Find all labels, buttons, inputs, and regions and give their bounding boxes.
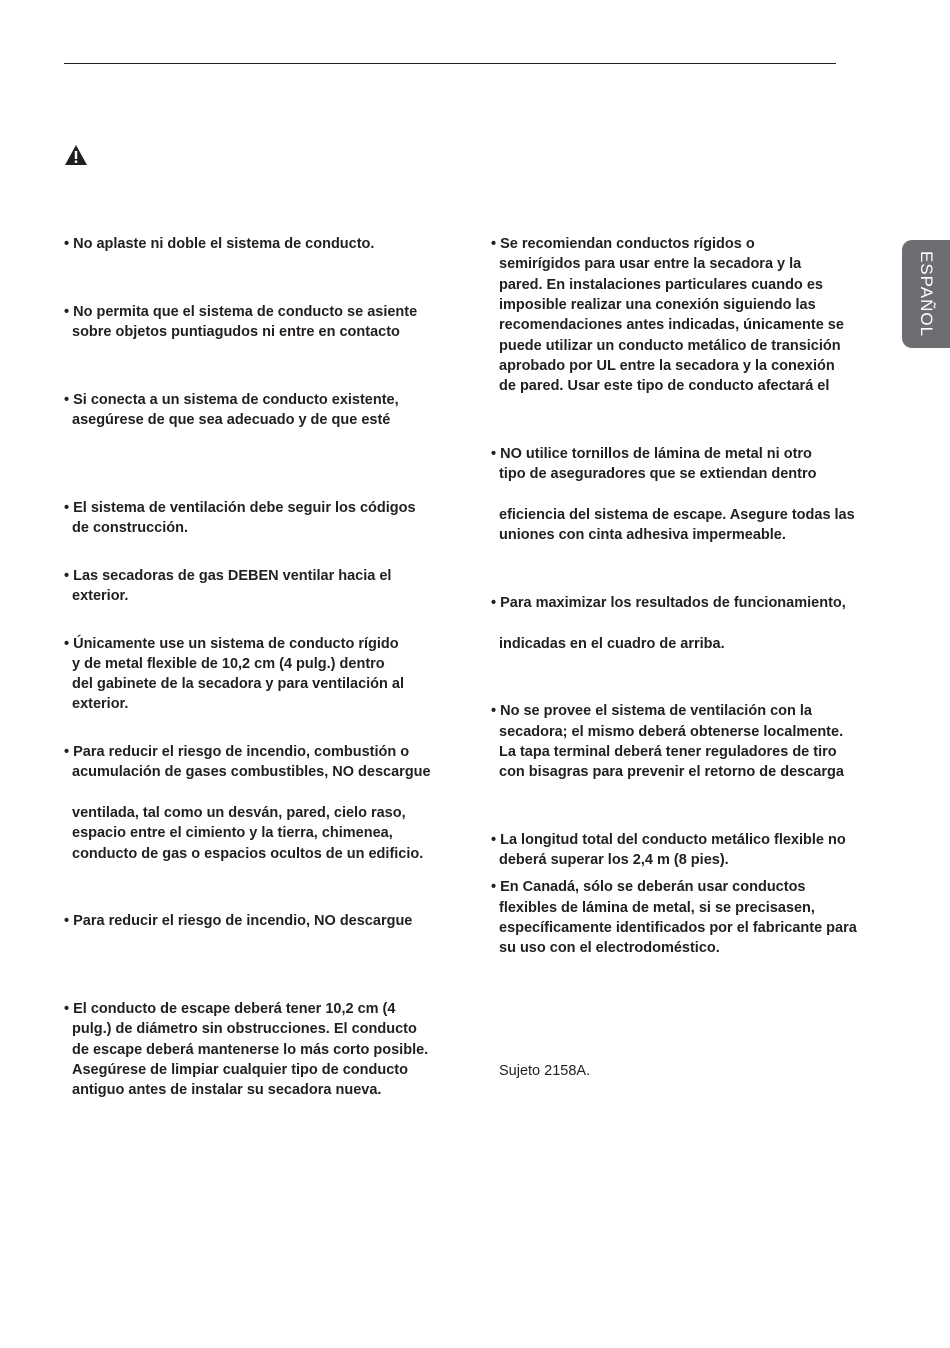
- left-column-line: • Únicamente use un sistema de conducto rígido: [64, 636, 399, 652]
- left-column-line: asegúrese de que sea adecuado y de que esté: [72, 412, 391, 428]
- language-tab-label: ESPAÑOL: [917, 250, 936, 338]
- right-column-line: de pared. Usar este tipo de conducto afectará el: [499, 378, 830, 394]
- warning-triangle-icon: [64, 144, 88, 166]
- right-column-line: eficiencia del sistema de escape. Asegure todas las: [499, 507, 855, 523]
- right-column-line: flexibles de lámina de metal, si se precisasen,: [499, 900, 815, 916]
- right-column-line: • La longitud total del conducto metálico flexible no: [491, 832, 846, 848]
- left-column-line: y de metal flexible de 10,2 cm (4 pulg.) dentro: [72, 656, 385, 672]
- right-column-line: puede utilizar un conducto metálico de transición: [499, 338, 841, 354]
- right-column-line: La tapa terminal deberá tener reguladores de tiro: [499, 744, 837, 760]
- left-column-line: • No permita que el sistema de conducto se asiente: [64, 304, 418, 320]
- left-column-line: • Para reducir el riesgo de incendio, NO descargue: [64, 913, 413, 929]
- right-column-line: tipo de aseguradores que se extiendan dentro: [499, 466, 817, 482]
- right-column-line: secadora; el mismo deberá obtenerse localmente.: [499, 724, 844, 740]
- right-column-line: aprobado por UL entre la secadora y la conexión: [499, 358, 835, 374]
- left-column-line: pulg.) de diámetro sin obstrucciones. El conducto: [72, 1021, 417, 1037]
- left-column-line: • No aplaste ni doble el sistema de conducto.: [64, 236, 375, 252]
- left-column-line: • El conducto de escape deberá tener 10,2 cm (4: [64, 1001, 396, 1017]
- right-column-line: • No se provee el sistema de ventilación con la: [491, 703, 812, 719]
- right-column-line: • NO utilice tornillos de lámina de metal ni otro: [491, 446, 812, 462]
- left-column-line: de construcción.: [72, 520, 189, 536]
- left-column-line: espacio entre el cimiento y la tierra, chimenea,: [72, 825, 393, 841]
- left-column-line: • Si conecta a un sistema de conducto existente,: [64, 392, 399, 408]
- right-column-line: pared. En instalaciones particulares cuando es: [499, 277, 823, 293]
- footnote: Sujeto 2158A.: [499, 1063, 591, 1079]
- right-column-line: • Se recomiendan conductos rígidos o: [491, 236, 755, 252]
- left-column-line: de escape deberá mantenerse lo más corto posible.: [72, 1042, 429, 1058]
- right-column-line: imposible realizar una conexión siguiendo las: [499, 297, 816, 313]
- right-column-line: uniones con cinta adhesiva impermeable.: [499, 527, 786, 543]
- left-column-line: • Las secadoras de gas DEBEN ventilar hacia el: [64, 568, 392, 584]
- left-column-line: sobre objetos puntiagudos ni entre en contacto: [72, 324, 400, 340]
- left-column-line: acumulación de gases combustibles, NO descargue: [72, 764, 431, 780]
- left-column-line: • Para reducir el riesgo de incendio, combustión o: [64, 744, 410, 760]
- right-column-line: semirígidos para usar entre la secadora y la: [499, 256, 802, 272]
- right-column-line: indicadas en el cuadro de arriba.: [499, 636, 725, 652]
- left-column-line: ventilada, tal como un desván, pared, cielo raso,: [72, 805, 406, 821]
- header-rule: [64, 63, 836, 64]
- right-column-line: • Para maximizar los resultados de funcionamiento,: [491, 595, 846, 611]
- right-column-line: su uso con el electrodoméstico.: [499, 940, 720, 956]
- right-column-line: específicamente identificados por el fabricante para: [499, 920, 857, 936]
- left-column-line: exterior.: [72, 696, 129, 712]
- right-column-line: con bisagras para prevenir el retorno de descarga: [499, 764, 844, 780]
- left-column-line: Asegúrese de limpiar cualquier tipo de conducto: [72, 1062, 408, 1078]
- right-column-line: recomendaciones antes indicadas, únicamente se: [499, 317, 844, 333]
- left-column-line: conducto de gas o espacios ocultos de un edificio.: [72, 846, 424, 862]
- right-column-line: • En Canadá, sólo se deberán usar conductos: [491, 879, 806, 895]
- left-column-line: del gabinete de la secadora y para ventilación al: [72, 676, 405, 692]
- left-column-line: exterior.: [72, 588, 129, 604]
- language-tab: [902, 240, 950, 348]
- left-column-line: antiguo antes de instalar su secadora nueva.: [72, 1082, 382, 1098]
- left-column-line: • El sistema de ventilación debe seguir los códigos: [64, 500, 416, 516]
- right-column-line: deberá superar los 2,4 m (8 pies).: [499, 852, 729, 868]
